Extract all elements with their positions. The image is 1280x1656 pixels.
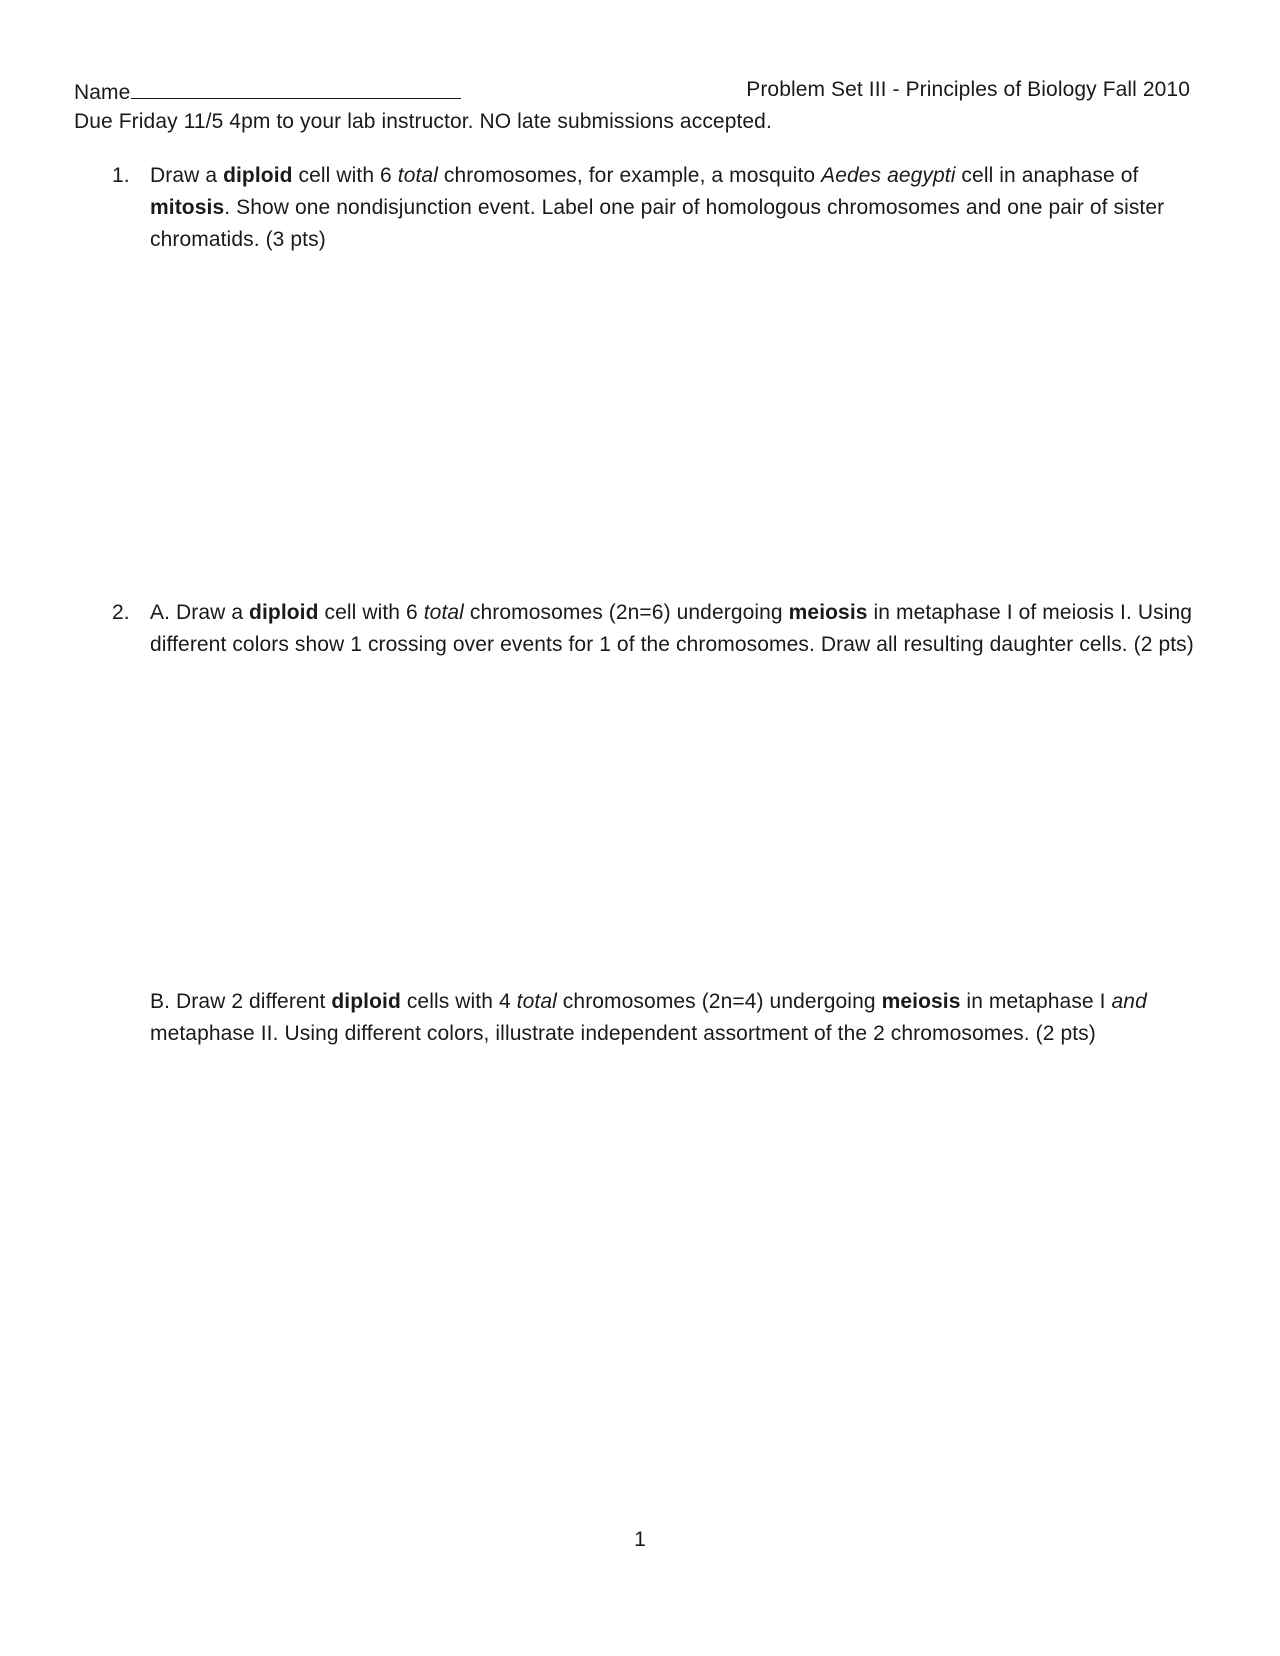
text-run: in metaphase I — [960, 990, 1112, 1013]
italic-term: total — [397, 164, 438, 187]
text-run: Draw a — [150, 164, 224, 187]
bold-term: diploid — [223, 164, 293, 187]
text-run: chromosomes (2n=4) undergoing — [556, 990, 882, 1013]
bold-term: diploid — [249, 601, 319, 624]
question-number: 2. — [112, 601, 130, 624]
question-number: 1. — [112, 164, 130, 187]
question-text — [150, 597, 1210, 661]
name-blank-line — [131, 74, 461, 99]
text-run: in metaphase I of meiosis I. Using different colors show 1 crossing over events for 1 of the chromosomes. Draw all resulting daughter cells. (2 pts) — [150, 601, 1194, 656]
italic-term: total — [423, 601, 464, 624]
question-text — [150, 160, 1210, 256]
text-run: chromosomes, for example, a mosquito — [437, 164, 822, 187]
text-run: cells with 4 — [400, 990, 517, 1013]
bold-term: meiosis — [881, 990, 961, 1013]
question-text — [150, 986, 1210, 1050]
text-run: cell with 6 — [292, 164, 398, 187]
italic-term: and — [1111, 990, 1147, 1013]
text-run: B. Draw 2 different — [150, 990, 332, 1013]
italic-term: Aedes aegypti — [821, 164, 956, 187]
text-run: A. Draw a — [150, 601, 250, 624]
name-field — [74, 74, 461, 109]
text-run: cell in anaphase of — [955, 164, 1139, 187]
italic-term: total — [516, 990, 557, 1013]
due-notice: Due Friday 11/5 4pm to your lab instructor. NO late submissions accepted. — [74, 110, 772, 133]
page-number: 1 — [634, 1528, 646, 1551]
question-2b — [150, 986, 1210, 1050]
bold-term: meiosis — [788, 601, 868, 624]
bold-term: diploid — [331, 990, 401, 1013]
header-row — [74, 74, 1190, 106]
text-run: chromosomes (2n=6) undergoing — [463, 601, 789, 624]
course-title: Problem Set III - Principles of Biology Fall 2010 — [746, 78, 1190, 101]
text-run: . Show one nondisjunction event. Label one pair of homologous chromosomes and one pair of sister chromatids. (3 pts) — [150, 196, 1165, 251]
text-run: cell with 6 — [318, 601, 424, 624]
text-run: metaphase II. Using different colors, illustrate independent assortment of the 2 chromosomes. (2 pts) — [150, 1022, 1096, 1045]
bold-term: mitosis — [150, 196, 225, 219]
name-label: Name — [74, 81, 131, 104]
